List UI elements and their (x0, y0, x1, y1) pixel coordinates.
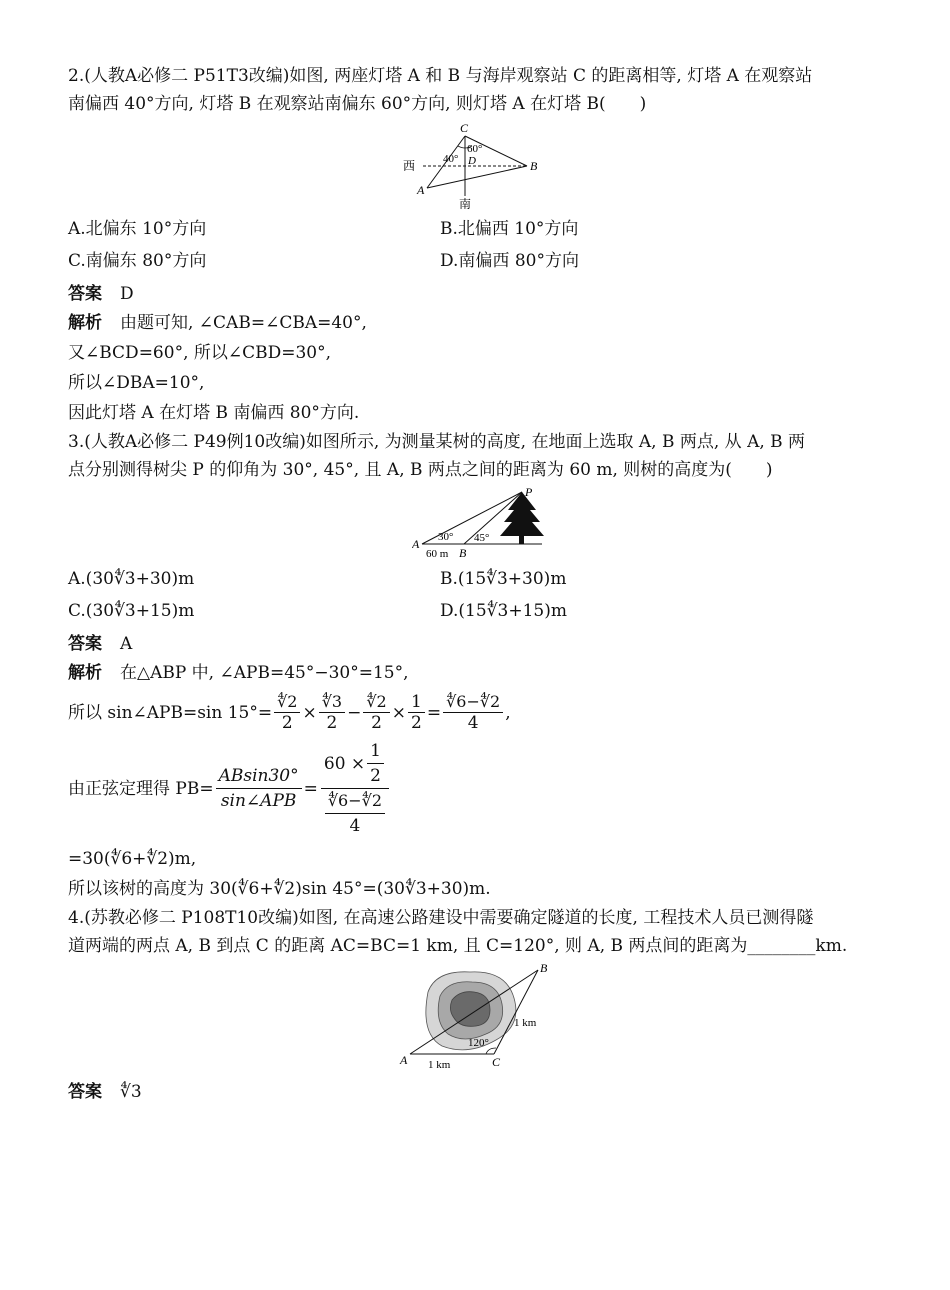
label-angle-120: 120° (468, 1037, 489, 1049)
label-a: A (412, 537, 420, 551)
lighthouse-diagram (403, 122, 553, 210)
eq-prefix: 所以 sin∠APB=sin 15°= (68, 702, 273, 723)
label-ac-length: 1 km (428, 1059, 451, 1071)
fraction: $\frac{ABsin30^\circ}{\text{sin∠APB}}$ (216, 764, 302, 813)
q2-analysis (68, 308, 888, 428)
fraction: $\frac{∜2}{2}$ (363, 692, 389, 733)
label-p: P (525, 488, 533, 499)
label-bc-length: 1 km (514, 1017, 537, 1029)
answer-value: A (120, 634, 133, 654)
q3-option-a: A.(30∜3+30)m (68, 569, 195, 589)
tree-diagram (412, 488, 544, 560)
q2-option-c: C.南偏东 80°方向 (68, 251, 207, 271)
q3-stem-line2: 点分别测得树尖 P 的仰角为 30°, 45°, 且 A, B 两点之间的距离为 60 m, 则树的高度为( ) (68, 460, 773, 480)
tunnel-diagram (398, 964, 558, 1072)
sine-law-equation: 由正弦定理得 PB= $\frac{ABsin30^\circ}{\text{sin∠APB}}$ = 60 × $\frac{1}{2}$ $\frac{∜6-∜2}{4}$ (68, 739, 888, 838)
fraction: $\frac{∜2}{2}$ (274, 692, 300, 733)
eq-prefix: 由正弦定理得 PB= (68, 778, 214, 799)
tree-icon (500, 492, 544, 536)
q4-stem-line2: 道两端的两点 A, B 到点 C 的距离 AC=BC=1 km, 且 C=120°, 则 A, B 两点间的距离为________km. (68, 936, 848, 956)
q3-analysis (68, 658, 888, 904)
answer-value: D (120, 284, 134, 304)
q2-figure (68, 122, 888, 210)
fraction: $\frac{∜6-∜2}{4}$ (443, 692, 503, 733)
q3-option-d: D.(15∜3+15)m (440, 601, 567, 621)
answer-label: 答案 (68, 1082, 102, 1102)
fraction: $\frac{1}{2}$ (408, 692, 425, 733)
analysis-line: =30(∜6+∜2)m, (68, 849, 197, 869)
q2-stem-line2: 南偏西 40°方向, 灯塔 B 在观察站南偏东 60°方向, 则灯塔 A 在灯塔 B( ) (68, 94, 647, 114)
label-south: 南 (459, 197, 472, 210)
q4-stem-line1: 4.(苏教必修二 P108T10改编)如图, 在高速公路建设中需要确定隧道的长度, 工程技术人员已测得隧 (68, 908, 814, 928)
q3-stem-line1: 3.(人教A必修二 P49例10改编)如图所示, 为测量某树的高度, 在地面上选取 A, B 两点, 从 A, B 两 (68, 432, 806, 452)
q3-option-c: C.(30∜3+15)m (68, 601, 195, 621)
analysis-line: 在△ABP 中, ∠APB=45°−30°=15°, (120, 663, 409, 683)
q3-options (68, 566, 888, 624)
question-3 (68, 428, 888, 904)
analysis-label: 解析 (68, 663, 102, 683)
label-west: 西 (403, 159, 416, 173)
q2-option-a: A.北偏东 10°方向 (68, 219, 207, 239)
analysis-line: 由题可知, ∠CAB=∠CBA=40°, (120, 313, 367, 333)
label-c: C (460, 122, 469, 135)
label-angle-40: 40° (443, 153, 459, 165)
q2-answer (68, 280, 888, 308)
label-distance: 60 m (426, 548, 449, 560)
label-c: C (492, 1055, 501, 1069)
label-b: B (459, 546, 467, 560)
page-content (68, 62, 888, 1106)
tree-trunk (519, 534, 524, 544)
hill-inner (450, 992, 490, 1027)
analysis-label: 解析 (68, 313, 102, 333)
answer-label: 答案 (68, 284, 102, 304)
label-d: D (468, 155, 476, 167)
sine-15-equation: 所以 sin∠APB=sin 15°= $\frac{∜2}{2}$ × $\frac{∜3}{2}$ − $\frac{∜2}{2}$ × $\frac{1}{2}$ = $\frac{∜6-∜2}{4}$ , (68, 692, 511, 733)
label-b: B (540, 964, 548, 975)
question-4 (68, 904, 888, 1106)
fraction: $\frac{∜3}{2}$ (319, 692, 345, 733)
q4-answer (68, 1078, 888, 1106)
label-angle-45: 45° (474, 532, 490, 544)
label-b: B (530, 159, 538, 173)
segment-ab (427, 166, 527, 188)
q3-figure (68, 488, 888, 560)
q4-figure (68, 964, 888, 1072)
q2-option-b: B.北偏西 10°方向 (440, 219, 579, 239)
label-a: A (417, 183, 425, 197)
analysis-line: 所以该树的高度为 30(∜6+∜2)sin 45°=(30∜3+30)m. (68, 879, 491, 899)
q2-option-d: D.南偏西 80°方向 (440, 251, 579, 271)
question-2 (68, 62, 888, 428)
analysis-line: 又∠BCD=60°, 所以∠CBD=30°, (68, 343, 332, 363)
compound-fraction: 60 × $\frac{1}{2}$ $\frac{∜6-∜2}{4}$ (320, 739, 390, 838)
analysis-line: 因此灯塔 A 在灯塔 B 南偏西 80°方向. (68, 403, 360, 423)
answer-value: ∜3 (120, 1082, 142, 1102)
label-a: A (400, 1053, 408, 1067)
label-angle-30: 30° (438, 531, 454, 543)
q2-stem-line1: 2.(人教A必修二 P51T3改编)如图, 两座灯塔 A 和 B 与海岸观察站 C 的距离相等, 灯塔 A 在观察站 (68, 66, 813, 86)
q3-option-b: B.(15∜3+30)m (440, 569, 567, 589)
q3-answer (68, 630, 888, 658)
q2-options (68, 216, 888, 274)
analysis-line: 所以∠DBA=10°, (68, 373, 205, 393)
answer-label: 答案 (68, 634, 102, 654)
label-angle-60: 60° (467, 143, 483, 155)
